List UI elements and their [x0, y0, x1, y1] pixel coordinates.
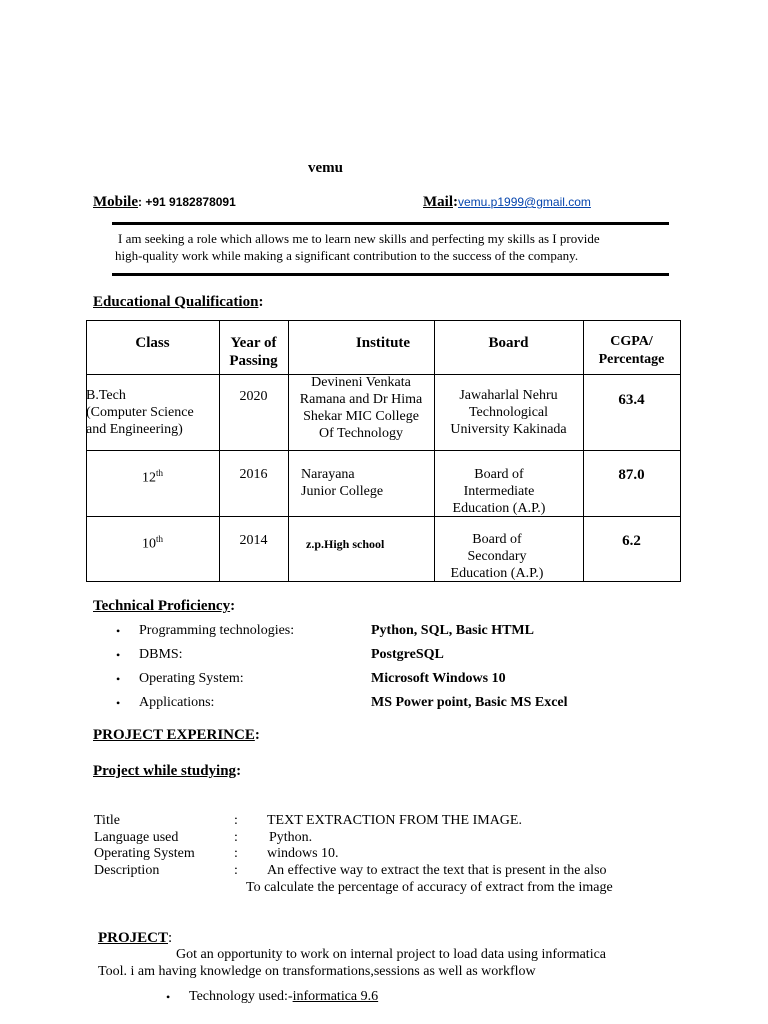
- field-value: windows 10.: [267, 846, 339, 861]
- mail-line: [423, 194, 591, 211]
- score-cell: 6.2: [622, 533, 641, 549]
- email-link[interactable]: vemu.p1999@gmail.com: [458, 195, 591, 209]
- field-key: Title: [94, 813, 120, 828]
- skill-label: Programming technologies:: [139, 623, 295, 638]
- bullet-icon: •: [166, 990, 171, 1004]
- field-key: Operating System: [94, 846, 195, 861]
- field-value: Python.: [269, 830, 313, 845]
- year-cell: 2016: [239, 467, 268, 482]
- year-cell: 2014: [239, 533, 268, 548]
- score-cell: 63.4: [618, 392, 645, 408]
- institute-cell: z.p.High school: [306, 537, 385, 551]
- bullet-icon: •: [116, 648, 121, 662]
- mail-label: Mail: [423, 194, 453, 210]
- project-line-2: Tool. i am having knowledge on transformations,sessions as well as workflow: [98, 964, 536, 979]
- class-cell: 10th: [141, 534, 163, 552]
- board-cell: Board of Secondary Education (A.P.): [450, 532, 544, 581]
- class-cell: 12th: [141, 468, 163, 486]
- col-header-institute: Institute: [355, 335, 411, 351]
- project-heading: PROJECT:: [98, 930, 173, 946]
- project-experience-heading: PROJECT EXPERINCE:: [93, 727, 260, 743]
- education-heading: Educational Qualification:: [93, 294, 264, 310]
- top-divider: [112, 222, 669, 225]
- field-value: An effective way to extract the text that is present in the also: [267, 863, 607, 878]
- bullet-icon: •: [116, 696, 121, 710]
- bottom-divider: [112, 273, 669, 276]
- institute-cell: Devineni Venkata Ramana and Dr Hima Shekar MIC College Of Technology: [299, 375, 423, 441]
- board-cell: Board of Intermediate Education (A.P.): [452, 467, 546, 516]
- col-header-percentage: Percentage: [598, 352, 665, 367]
- mobile-label: Mobile: [93, 194, 138, 210]
- bullet-icon: •: [116, 624, 121, 638]
- col-header-board: Board: [488, 335, 529, 351]
- skill-value: MS Power point, Basic MS Excel: [371, 695, 568, 710]
- skills-heading: Technical Proficiency:: [93, 598, 236, 614]
- table-row: B.Tech (Computer Science and Engineering): [86, 388, 194, 437]
- year-cell: 2020: [239, 389, 268, 404]
- skill-label: Operating System:: [139, 671, 244, 686]
- description-continued: To calculate the percentage of accuracy of extract from the image: [246, 880, 613, 895]
- mail-separator: :: [453, 194, 458, 210]
- candidate-name: vemu: [308, 160, 343, 176]
- skill-value: Python, SQL, Basic HTML: [371, 623, 534, 638]
- technology-used: Technology used:-informatica 9.6: [189, 989, 379, 1004]
- institute-cell: Narayana Junior College: [301, 467, 384, 499]
- score-cell: 87.0: [618, 467, 645, 483]
- board-cell: Jawaharlal Nehru Technological University Kakinada: [450, 388, 567, 437]
- project-while-studying-heading: Project while studying:: [93, 763, 242, 779]
- education-table: [86, 320, 681, 582]
- skill-value: Microsoft Windows 10: [371, 671, 506, 686]
- field-value: TEXT EXTRACTION FROM THE IMAGE.: [267, 813, 522, 828]
- col-header-year: Year of: [230, 335, 277, 351]
- skill-label: Applications:: [139, 695, 215, 710]
- col-header-passing: Passing: [229, 353, 278, 369]
- col-header-cgpa: CGPA/: [610, 334, 653, 349]
- mobile-line: [93, 194, 236, 211]
- field-key: Description: [94, 863, 160, 878]
- mobile-number: : +91 9182878091: [138, 195, 236, 209]
- objective-line-1: I am seeking a role which allows me to learn new skills and perfecting my skills as I provide: [118, 231, 600, 246]
- skill-value: PostgreSQL: [371, 647, 444, 662]
- skill-label: DBMS:: [139, 647, 183, 662]
- objective-line-2: high-quality work while making a significant contribution to the success of the company.: [115, 248, 579, 263]
- field-key: Language used: [94, 830, 179, 845]
- col-header-class: Class: [135, 335, 170, 351]
- project-line-1: Got an opportunity to work on internal project to load data using informatica: [176, 947, 607, 962]
- bullet-icon: •: [116, 672, 121, 686]
